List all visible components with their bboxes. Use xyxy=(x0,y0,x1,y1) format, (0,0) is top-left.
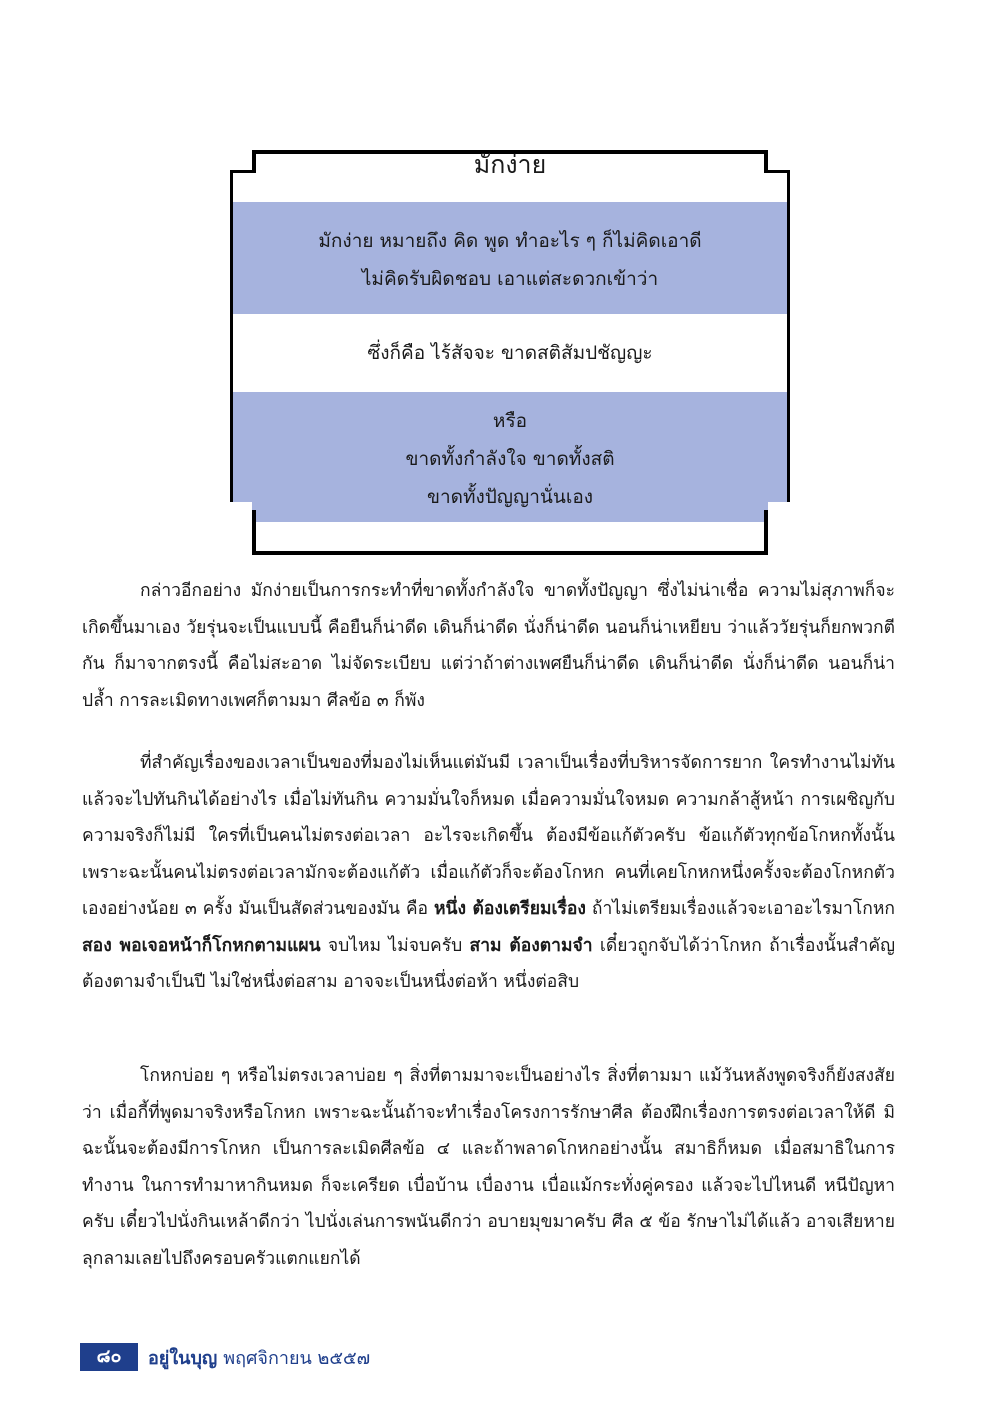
paragraph-2-text-c: ถ้าไม่เตรียมเรื่องแล้วจะเอาอะไรมาโกหก xyxy=(585,899,895,919)
paragraph-1 xyxy=(82,573,895,719)
magazine-name: อยู่ในบุญ xyxy=(148,1347,218,1369)
paragraph-2 xyxy=(82,745,895,1001)
band2-line-1: หรือ xyxy=(492,410,528,432)
band2-line-2: ขาดทั้งกำลังใจ ขาดทั้งสติ xyxy=(405,448,615,470)
definition-band xyxy=(233,202,787,314)
issue-date: พฤศจิกายน ๒๕๕๗ xyxy=(223,1347,371,1369)
paragraph-2-text-e: เดี๋ยวถูกจับได้ว่าโกหก ถ้าเรื่องนั้นสำคัญต้องตามจำเป็นปี ไม่ใช่หนึ่งต่อสาม อาจจะเป็นหนึ่งต่อห้า หนึ่งต่อสิบ xyxy=(82,935,895,992)
paragraph-2-text-a: ที่สำคัญเรื่องของเวลาเป็นของที่มองไม่เห็นแต่มันมี เวลาเป็นเรื่องที่บริหารจัดการยาก ใครทำงานไม่ทันแล้วจะไปทันกินได้อย่างไร เมื่อไม่ทันกิน ความมั่นใจก็หมด เมื่อความมั่นใจหมด ความกล้าสู้หน้า การเผชิญกับความจริงก็ไม่มี ใครที่เป็นคนไม่ตรงต่อเวลา อะไรจะเกิดขึ้น ต้องมีข้อแก้ตัวครับ ข้อแก้ตัวทุกข้อโกหกทั้งนั้น เพราะฉะนั้นคนไม่ตรงต่อเวลามักจะต้องแก้ตัว เมื่อแก้ตัวก็จะต้องโกหก คนที่เคยโกหกหนึ่งครั้งจะต้องโกหกตัวเองอย่างน้อย ๓ ครั้ง มันเป็นสัดส่วนของมัน คือ xyxy=(82,753,895,919)
definition-line-2: ไม่คิดรับผิดชอบ เอาแต่สะดวกเข้าว่า xyxy=(361,268,659,290)
page-footer xyxy=(80,1342,370,1372)
box-title: มักง่าย xyxy=(473,150,547,179)
bold-point-3: สาม ต้องตามจำ xyxy=(469,935,593,956)
paragraph-3 xyxy=(82,1058,895,1277)
paragraph-2-text-d: จบไหม ไม่จบครับ xyxy=(320,935,470,956)
bold-point-2: สอง พอเจอหน้าก็โกหกตามแผน xyxy=(82,935,321,956)
page-number: ๘๐ xyxy=(80,1343,138,1371)
paragraph-3-text: โกหกบ่อย ๆ หรือไม่ตรงเวลาบ่อย ๆ สิ่งที่ตามมาจะเป็นอย่างไร สิ่งที่ตามมา แม้วันหลังพูดจริงก็ยังสงสัยว่า เมื่อกี้ที่พูดมาจริงหรือโกหก เพราะฉะนั้นถ้าจะทำเรื่องโครงการรักษาศีล ต้องฝึกเรื่องการตรงต่อเวลาให้ดี มิฉะนั้นจะต้องมีการโกหก เป็นการละเมิดศีลข้อ ๔ และถ้าพลาดโกหกอย่างนั้น สมาธิก็หมด เมื่อสมาธิในการทำงาน ในการทำมาหากินหมด ก็จะเครียด เบื่อบ้าน เบื่องาน เบื่อแม้กระทั่งคู่ครอง แล้วจะไปไหนดี หนีปัญหาครับ เดี๋ยวไปนั่งกินเหล้าดีกว่า ไปนั่งเล่นการพนันดีกว่า อบายมุขมาครับ ศีล ๕ ข้อ รักษาไม่ได้แล้ว อาจเสียหายลุกลามเลยไปถึงครอบครัวแตกแยกได้ xyxy=(82,1066,895,1269)
band2-line-3: ขาดทั้งปัญญานั่นเอง xyxy=(426,486,594,508)
paragraph-1-text: กล่าวอีกอย่าง มักง่ายเป็นการกระทำที่ขาดทั้งกำลังใจ ขาดทั้งปัญญา ซึ่งไม่น่าเชื่อ ความไม่สุภาพก็จะเกิดขึ้นมาเอง วัยรุ่นจะเป็นแบบนี้ คือยืนก็น่าดีด เดินก็น่าดีด นั่งก็น่าดีด นอนก็น่าเหยียบ ว่าแล้ววัยรุ่นก็ยกพวกตีกัน ก็มาจากตรงนี้ คือไม่สะอาด ไม่จัดระเบียบ แต่ว่าถ้าต่างเพศยืนก็น่าดีด เดินก็น่าดีด นั่งก็น่าดีด นอนก็น่าปล้ำ การละเมิดทางเพศก็ตามมา ศีลข้อ ๓ ก็พัง xyxy=(82,581,895,711)
bold-point-1: หนึ่ง ต้องเตรียมเรื่อง xyxy=(434,899,586,919)
definition-line-1: มักง่าย หมายถึง คิด พูด ทำอะไร ๆ ก็ไม่คิดเอาดี xyxy=(318,230,702,252)
frame-bottom xyxy=(252,510,768,555)
definition-box xyxy=(230,150,790,555)
definition-middle: ซึ่งก็คือ ไร้สัจจะ ขาดสติสัมปชัญญะ xyxy=(367,342,653,364)
definition-band-2 xyxy=(233,392,787,508)
